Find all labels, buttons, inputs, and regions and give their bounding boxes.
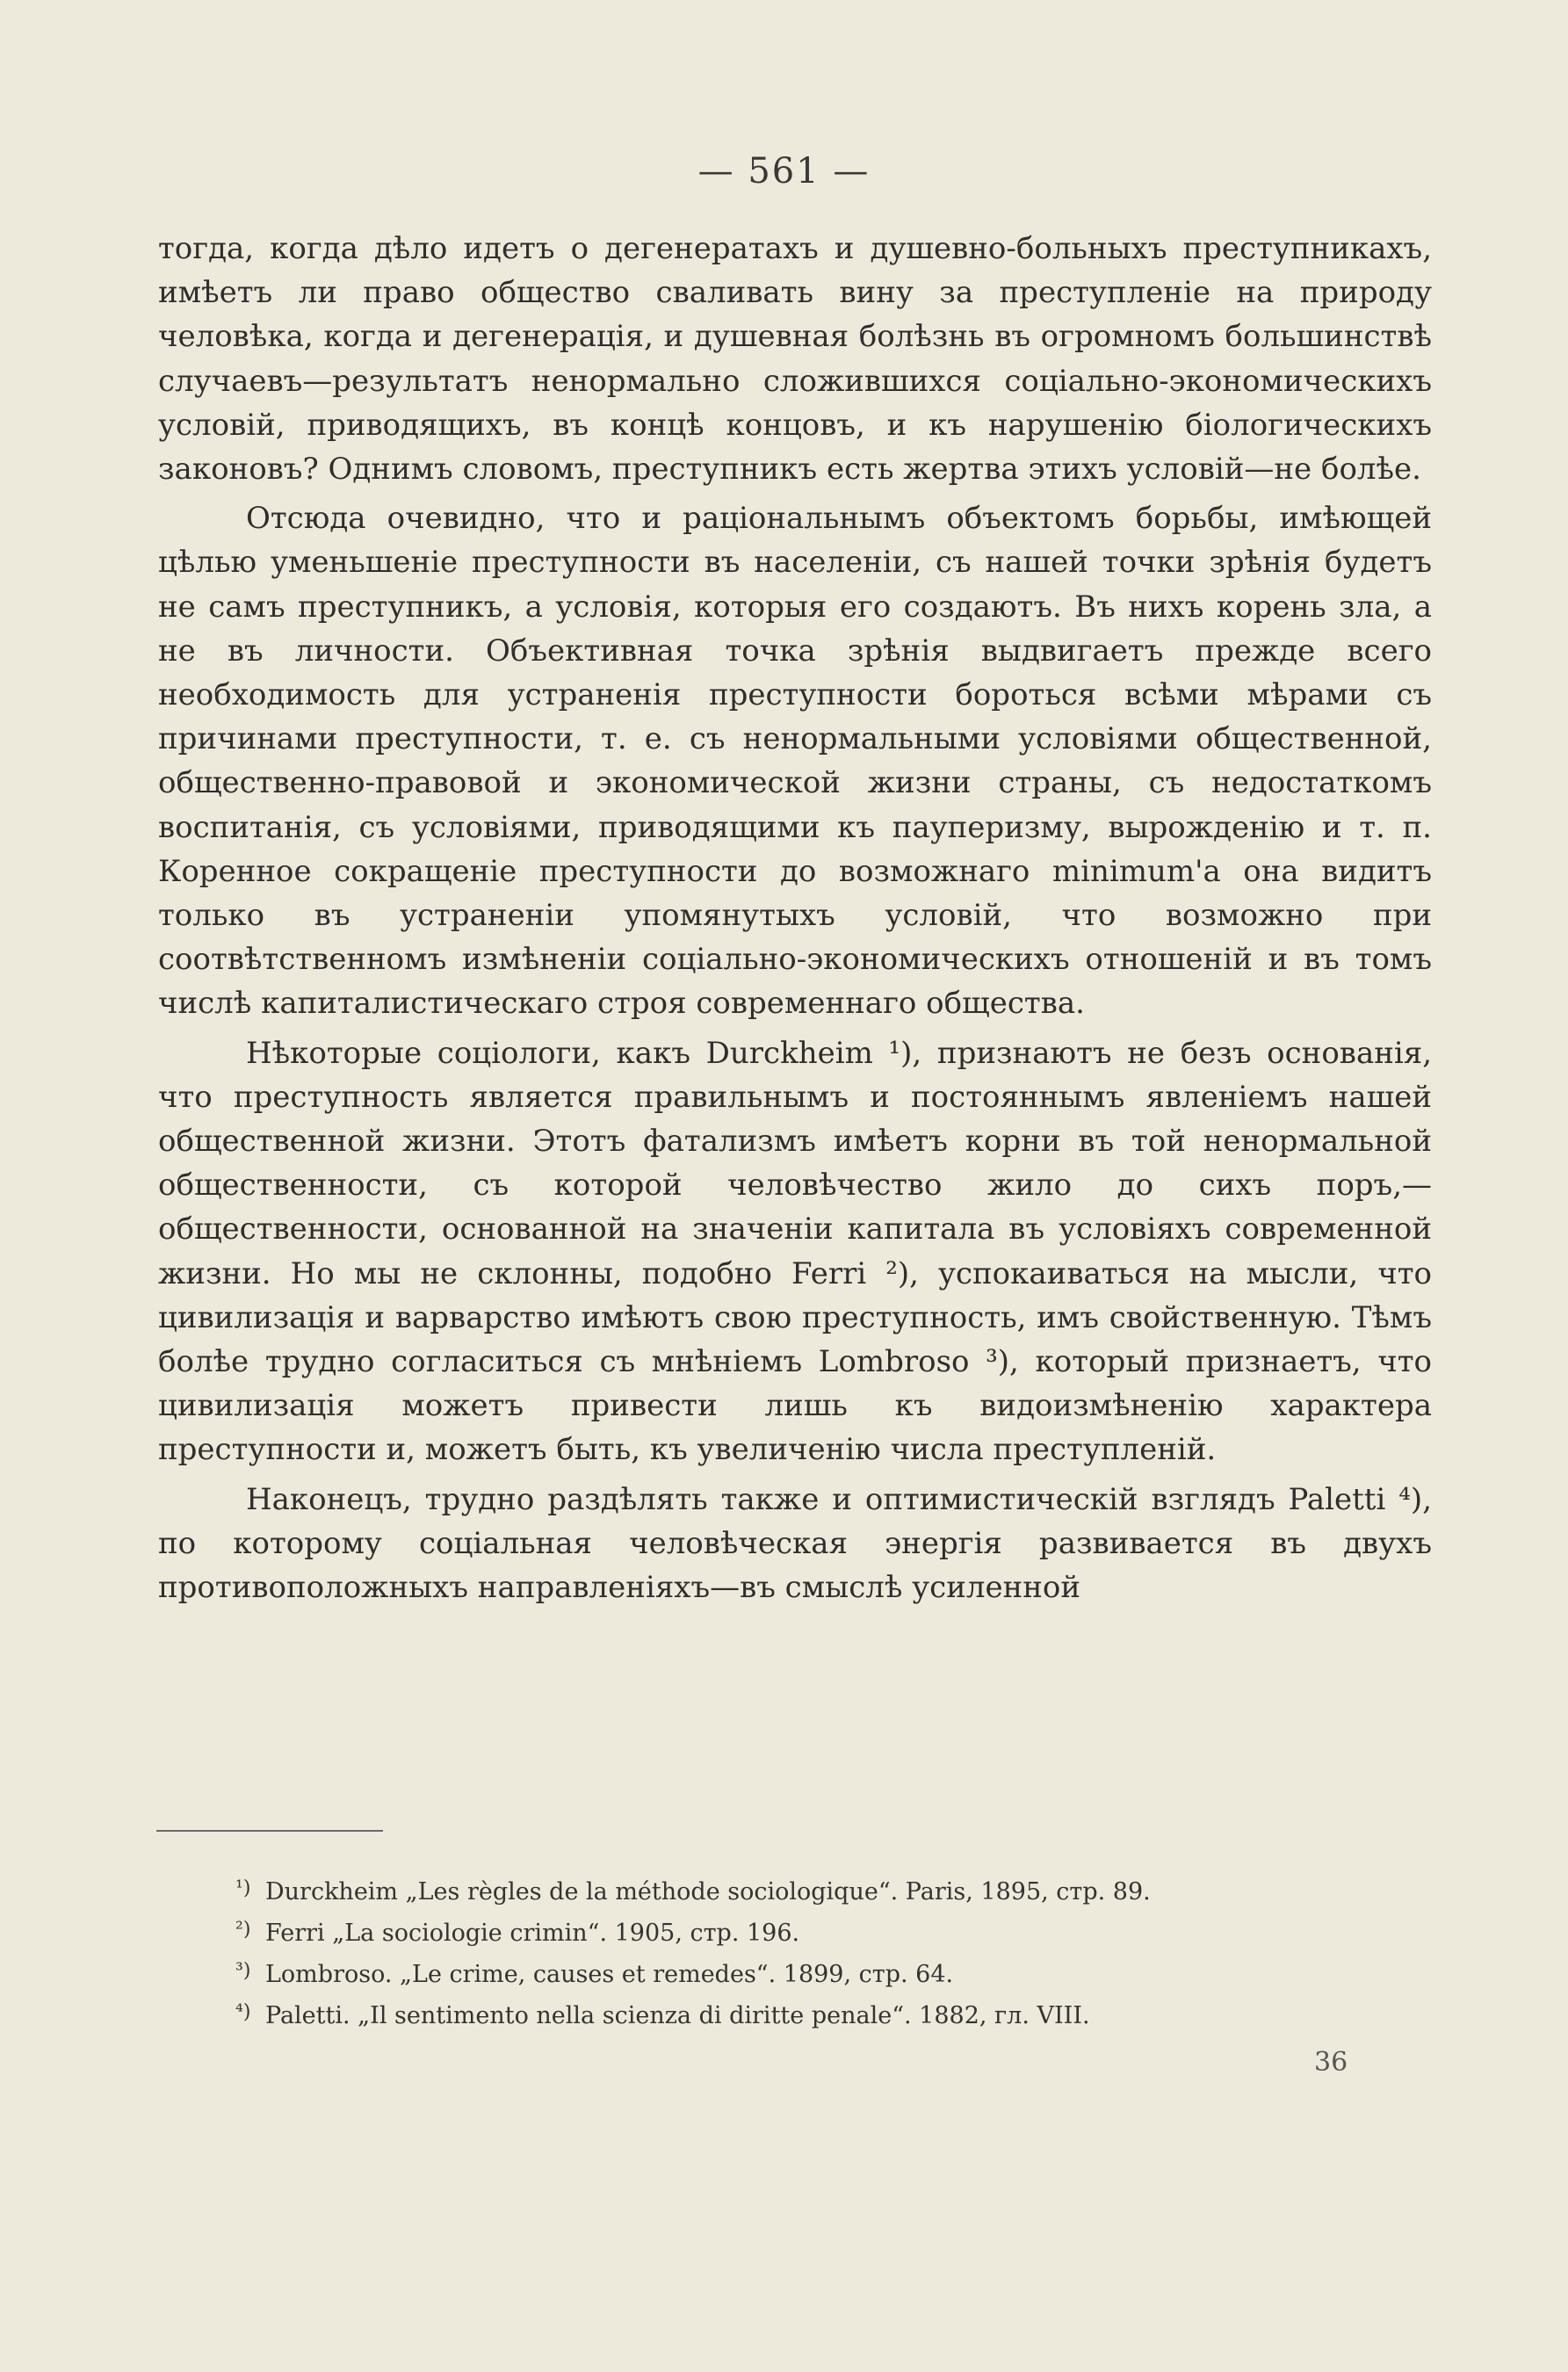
page-number: — 561 — [697,151,871,192]
paragraph-4: Наконецъ, трудно раздѣлять также и оптимистическій взглядъ Paletti ⁴), по которому соціальная человѣческая энергія развивается въ двухъ противоположныхъ направленіяхъ—въ смыслѣ усиленной [158,1481,1432,1606]
footnote-text: Lombroso. „Le crime, causes et remedes“. 1899, стр. 64. [265,1961,954,1988]
footnote-text: Paletti. „Il sentimento nella scienza di diritte penale“. 1882, гл. VIII. [265,2002,1090,2029]
paragraph-2: Отсюда очевидно, что и раціональнымъ объектомъ борьбы, имѣющей цѣлью уменьшеніе преступности въ населеніи, съ нашей точки зрѣнія будетъ не самъ преступникъ, а условія, которыя его создаютъ. Въ нихъ корень зла, а не въ личности. Объективная точка зрѣнія выдвигаетъ прежде всего необходимость для устраненія преступности бороться всѣми мѣрами съ причинами преступности, т. е. съ ненормальными условіями общественной, общественно-правовой и экономической жизни страны, съ недостаткомъ воспитанія, съ условіями, приводящими къ пауперизму, вырожденію и т. п. Коренное сокращеніе преступности до возможнаго minimum'а она видитъ только въ устраненіи упомянутыхъ условій, что возможно при соотвѣтственномъ измѣненіи соціально-экономическихъ отношеній и въ томъ числѣ капиталистическаго строя современнаго общества. [158,501,1432,1022]
printer-signature-mark: 36 [1314,2047,1348,2078]
paragraph-3: Нѣкоторые соціологи, какъ Durckheim ¹), признаютъ не безъ основанія, что преступность является правильнымъ и постояннымъ явленіемъ нашей общественной жизни. Этотъ фатализмъ имѣетъ корни въ той ненормальной общественности, съ которой человѣчество жило до сихъ поръ,—общественности, основанной на значеніи капитала въ условіяхъ современной жизни. Но мы не склонны, подобно Ferri ²), успокаиваться на мысли, что цивилизація и варварство имѣютъ свою преступность, имъ свойственную. Тѣмъ болѣе трудно согласиться съ мнѣніемъ Lombroso ³), который признаетъ, что цивилизація можетъ привести лишь къ видоизмѣненію характера преступности и, можетъ быть, къ увеличенію числа преступленій. [158,1035,1432,1468]
footnote-4 [235,1993,1377,2035]
footnote-mark: ¹) [235,1877,251,1899]
footnote-text: Durckheim „Les règles de la méthode sociologique“. Paris, 1895, стр. 89. [265,1878,1151,1906]
footnote-3 [235,1952,1377,1993]
footnote-2 [235,1911,1377,1952]
body-text [158,227,1432,1609]
footnote-divider [156,1830,383,1832]
footnote-mark: ³) [235,1960,251,1982]
footnote-1 [235,1869,1377,1911]
footnote-mark: ⁴) [235,2001,251,2023]
paragraph-1: тогда, когда дѣло идетъ о дегенератахъ и душевно-больныхъ преступникахъ, имѣетъ ли право общество сваливать вину за преступленіе на природу человѣка, когда и дегенерація, и душевная болѣзнь въ огромномъ большинствѣ случаевъ—результатъ ненормально сложившихся соціально-экономическихъ условій, приводящихъ, въ концѣ концовъ, и къ нарушенію біологическихъ законовъ? Однимъ словомъ, преступникъ есть жертва этихъ условій—не болѣе. [158,231,1432,488]
footnotes [235,1869,1377,2035]
footnote-text: Ferri „La sociologie crimin“. 1905, стр. 196. [265,1920,800,1947]
footnote-mark: ²) [235,1919,251,1941]
